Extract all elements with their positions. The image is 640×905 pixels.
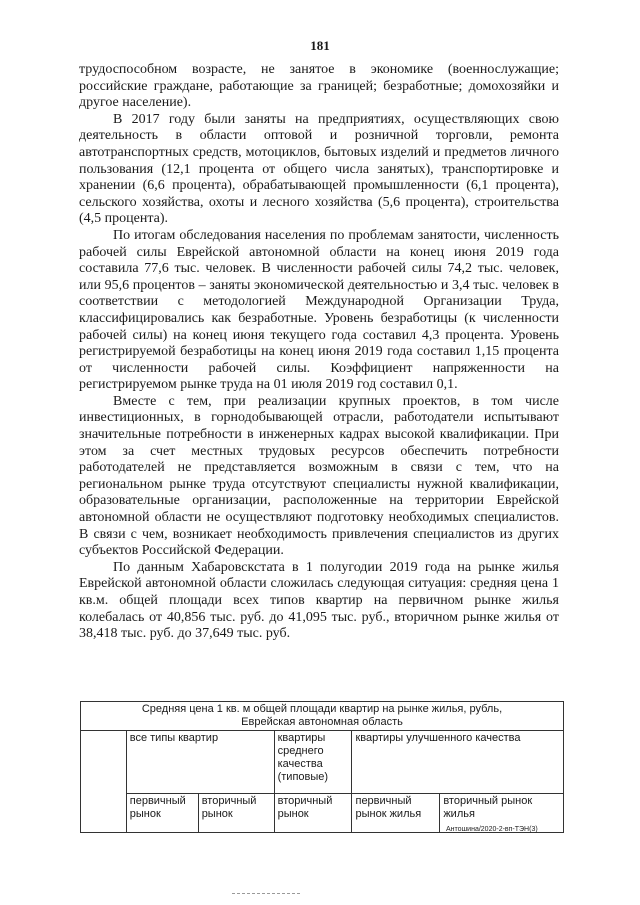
table-empty-corner bbox=[81, 731, 127, 833]
paragraph-2: В 2017 году были заняты на предприятиях, осуществляющих свою деятельность в области оптовой и розничной торговли, ремонта автотранспортных средств, мотоциклов, бытовых изделий и предметов личного пользования (12,1 процента от общего числа занятых), транспортировке и хранении (6,6 процента), обрабатывающей промышленности (6,1 процента), сельского хозяйства, охоты и лесного хозяйства (5,6 процента), строительства (4,5 процента). bbox=[79, 111, 559, 227]
subheader-improved-primary: первичный рынок жилья bbox=[352, 794, 440, 833]
document-code: Антошина/2020-2-вп-ТЭН(3) bbox=[446, 826, 538, 833]
table-group-header-row bbox=[81, 731, 564, 794]
table-caption bbox=[81, 702, 564, 731]
page-number: 181 bbox=[310, 38, 330, 53]
subheader-improved-secondary: вторичный рынок жилья bbox=[440, 794, 564, 833]
header-improved: квартиры улучшенного качества bbox=[352, 731, 564, 794]
table-caption-line-1: Средняя цена 1 кв. м общей площади квартир на рынке жилья, рубль, bbox=[141, 703, 503, 715]
body-text bbox=[79, 62, 559, 643]
paragraph-1: трудоспособном возрасте, не занятое в экономике (военнослужащие; российские граждане, работающие за границей; безработные; домохозяйки и другое население). bbox=[79, 62, 559, 111]
paragraph-5: По данным Хабаровскстата в 1 полугодии 2019 года на рынке жилья Еврейской автономной области сложилась следующая ситуация: средняя цена 1 кв.м. общей площади всех типов квартир на первичном рынке жилья колебалась от 40,856 тыс. руб. до 41,095 тыс. руб., вторичном рынке жилья от 38,418 тыс. руб. до 37,649 тыс. руб. bbox=[79, 559, 559, 642]
subheader-primary-market: первичный рынок bbox=[126, 794, 198, 833]
scan-artifact-line bbox=[232, 893, 300, 894]
table-caption-row bbox=[81, 702, 564, 731]
paragraph-4: Вместе с тем, при реализации крупных проектов, в том числе инвестиционных, в горнодобывающей отрасли, работодатели испытывают значительные потребности в инженерных кадрах высокой квалификации. При этом за счет местных трудовых ресурсов обеспечить потребности работодателей не представляется возможным в связи с тем, что на региональном рынке труда отсутствуют специалисты нужной квалификации, образовательные организации, расположенные на территории Еврейской автономной области не осуществляют подготовку необходимых специалистов. В связи с чем, возникает необходимость привлечения специалистов из других субъектов Российской Федерации. bbox=[79, 393, 559, 559]
housing-price-table bbox=[80, 701, 564, 833]
header-typical: квартиры среднего качества (типовые) bbox=[274, 731, 352, 794]
subheader-typical-secondary: вторичный рынок bbox=[274, 794, 352, 833]
table-caption-line-2: Еврейская автономная область bbox=[241, 716, 403, 728]
paragraph-3: По итогам обследования населения по проблемам занятости, численность рабочей силы Еврейской автономной области на конец июня 2019 года составила 77,6 тыс. человек. В численности рабочей силы 74,2 тыс. человек, или 95,6 процентов – заняты экономической деятельностью и 3,4 тыс. человек в соответствии с методологией Международной Организации Труда, классифицировались как безработные. Уровень безработицы (к численности рабочей силы) на конец июня текущего года составил 4,3 процента. Уровень регистрируемой безработицы на конец июня 2019 года составил 1,15 процента от численности рабочей силы. Коэффициент напряженности на регистрируемом рынке труда на 01 июля 2019 год составил 0,1. bbox=[79, 227, 559, 393]
header-all-types: все типы квартир bbox=[126, 731, 274, 794]
subheader-secondary-market: вторичный рынок bbox=[198, 794, 274, 833]
